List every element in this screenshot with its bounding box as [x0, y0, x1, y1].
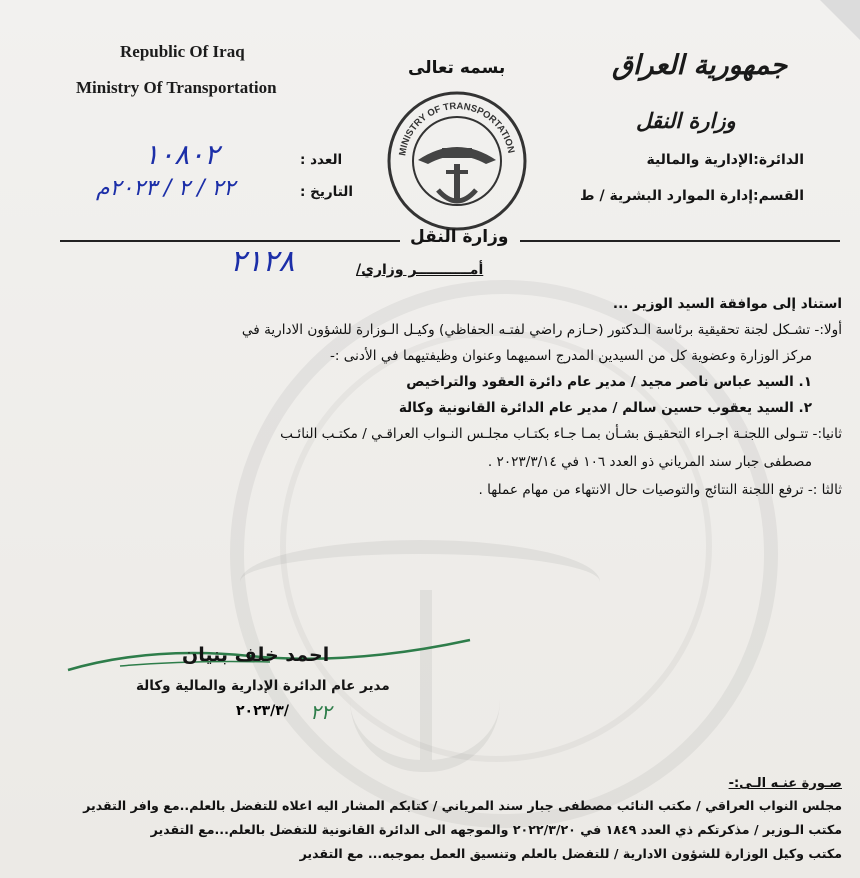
body-intro: استناد إلى موافقة السيد الوزير ... [612, 296, 842, 312]
ministry-logo [386, 90, 528, 232]
signature-date-hand: ٢٢ [310, 700, 332, 724]
copies-line-3: مكتب وكيل الوزارة للشؤون الادارية / للتفضل بالعلم وتنسيق العمل بموجبه... مع التقدير [299, 846, 842, 861]
header-en-republic: Republic Of Iraq [120, 42, 245, 61]
body-first-line1: أولا:- تشـكل لجنة تحقيقية برئاسة الـدكتور (حـازم راضي لفتـه الحفاظي) وكيـل الـوزارة للشؤون الادارية في [241, 322, 842, 338]
body-first-line2: مركز الوزارة وعضوية كل من السيدين المدرج اسميهما وعنوان وظيفتيهما في الأدنى :- [330, 348, 812, 364]
order-number: ٢١٢٨ [230, 244, 295, 279]
body-second-line1: ثانيا:- تتـولى اللجنـة اجـراء التحقيـق بشـأن بمـا جـاء بكتـاب مجلـس النـواب العراقـي / مكتـب النائـب [280, 426, 842, 442]
ref-date-label: التاريخ : [300, 184, 353, 200]
signatory-title: مدير عام الدائرة الإدارية والمالية وكالة [136, 678, 390, 694]
header-ar-department: الدائرة:الإدارية والمالية [646, 152, 804, 168]
logo-ring-text: MINISTRY OF TRANSPORTATION [397, 100, 517, 157]
basmala: بسمه تعالى [408, 58, 506, 78]
ref-number-value: ١٠٨٠٢ [144, 138, 220, 171]
body-member-2: ٢. السيد يعقوب حسين سالم / مدير عام الدائرة القانونية وكالة [398, 400, 812, 416]
folded-corner [820, 0, 860, 40]
logo-caption: وزارة النقل [410, 227, 509, 247]
header-en-ministry: Ministry Of Transportation [76, 78, 277, 97]
header-ar-section: القسم:إدارة الموارد البشرية / ط [580, 188, 804, 204]
order-label: أمـــــــــــر وزاري/ [356, 262, 484, 278]
signatory-name: احمد خلف بنيان [182, 644, 330, 666]
header-rule-left [60, 240, 400, 242]
header-ar-ministry: وزارة النقل [636, 108, 736, 133]
body-third: ثالثا :- ترفع اللجنة النتائج والتوصيات حال الانتهاء من مهام عملها . [478, 482, 842, 498]
signature-date-printed: ٢٠٢٣/٣/ [236, 703, 289, 719]
body-member-1: ١. السيد عباس ناصر مجيد / مدير عام دائرة العقود والتراخيص [406, 374, 812, 390]
copies-line-1: مجلس النواب العراقي / مكتب النائب مصطفى جبار سند المرياني / كتابكم المشار اليه اعلاه للتفضل بالعلم..مع وافر التقدير [83, 798, 842, 813]
copies-line-2: مكتب الـوزير / مذكرتكم ذي العدد ١٨٤٩ في ٢٠٢٢/٣/٢٠ والموجهه الى الدائرة القانونية للتفضل بالعلم...مع التقدير [150, 822, 842, 837]
header-rule-right [520, 240, 840, 242]
body-second-line2: مصطفى جبار سند المرياني ذو العدد ١٠٦ في ٢٠٢٣/٣/١٤ . [487, 454, 812, 470]
header-ar-republic: جمهورية العراق [612, 50, 788, 81]
copies-heading: صـورة عنـه الـى:- [728, 776, 842, 791]
ref-number-label: العدد : [300, 152, 343, 168]
ministry-logo-icon [386, 90, 528, 232]
ref-date-value: ٢٢ / ٢ / ٢٠٢٣م [96, 176, 236, 201]
